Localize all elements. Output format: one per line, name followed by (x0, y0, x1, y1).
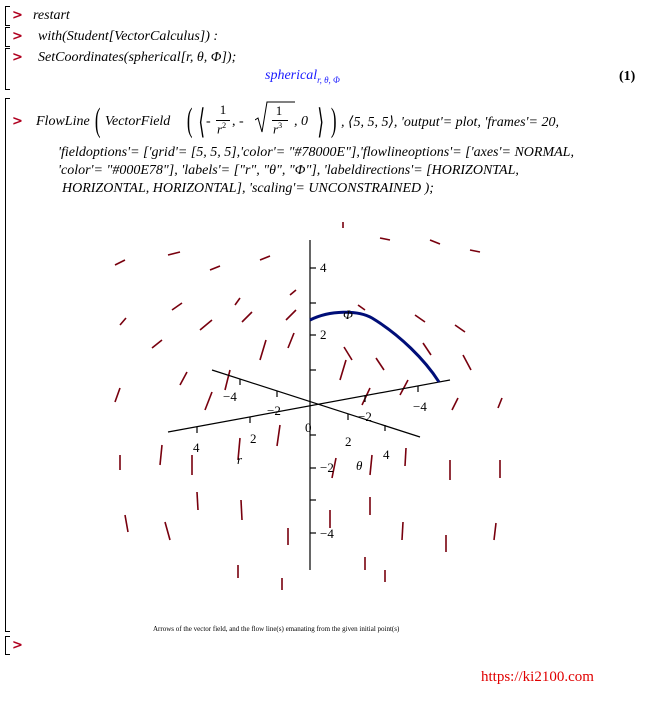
tick-label: −2 (358, 409, 372, 424)
flowline-args: , ⟨5, 5, 5⟩, 'output'= plot, 'frames'= 20, (341, 115, 559, 130)
paren-open: ( (94, 102, 101, 139)
field-arrow (344, 347, 352, 360)
frac2-num: 1 (275, 103, 283, 118)
field-arrow (370, 455, 372, 475)
frac1-den: $r^2$ (217, 121, 227, 137)
field-arrow (115, 260, 125, 265)
field-arrow (288, 333, 294, 348)
output-spherical (265, 68, 340, 85)
field-arrow (376, 358, 384, 370)
angle-close: ⟩ (317, 104, 324, 141)
field-arrow (290, 290, 296, 295)
field-arrow (405, 448, 406, 466)
field-arrow (235, 298, 240, 305)
left-axis (212, 370, 420, 437)
field-arrow (463, 355, 471, 370)
watermark-url: https://ki2100.com (481, 669, 594, 685)
command-flowline-line3[interactable]: 'color'= "#000E78"], 'labels'= ["r", "θ", "Φ"], 'labeldirections'= [HORIZONTAL, (58, 163, 519, 178)
tick-label: 2 (345, 434, 352, 449)
angle-open: ⟨ (198, 104, 205, 141)
field-arrow (430, 240, 440, 244)
tick-label: 4 (193, 440, 200, 455)
field-arrow (115, 388, 120, 402)
minus-sign: - (206, 114, 211, 129)
field-arrow (452, 398, 458, 410)
execution-group-bracket (5, 48, 10, 90)
flowline-name: FlowLine (36, 114, 90, 129)
tick-label: 2 (320, 327, 327, 342)
field-arrow (455, 325, 465, 332)
field-arrow (200, 320, 212, 330)
tick-label: −4 (223, 389, 237, 404)
command-restart[interactable]: restart (33, 8, 70, 23)
field-arrow (160, 445, 162, 465)
paren-close-inner: ) (330, 102, 337, 139)
field-arrow (402, 522, 403, 540)
field-arrow (168, 252, 180, 255)
field-arrow (197, 492, 198, 510)
field-arrow (210, 266, 220, 270)
tick-label: −2 (267, 403, 281, 418)
field-arrow (241, 500, 242, 520)
axis-label-r: r (237, 452, 243, 467)
paren-open-inner: ( (186, 102, 193, 139)
frac2-den: $r^3$ (273, 121, 283, 137)
execution-group-bracket (5, 98, 10, 632)
field-arrow (125, 515, 128, 532)
origin-label: 0 (305, 420, 312, 435)
field-arrow (242, 312, 252, 322)
equation-label: (1) (619, 69, 636, 84)
comma-zero: , 0 (294, 114, 308, 129)
field-arrow (277, 425, 280, 446)
execution-group-bracket (5, 27, 10, 47)
tick-label: −4 (320, 526, 334, 541)
prompt-icon: > (12, 8, 23, 23)
prompt-icon: > (12, 638, 23, 653)
command-with-package[interactable]: with(Student[VectorCalculus]) : (38, 29, 219, 44)
plot-axes (168, 240, 450, 570)
vectorfield-name: VectorField (105, 114, 171, 129)
command-flowline-line2[interactable]: 'fieldoptions'= ['grid'= [5, 5, 5],'color'= "#78000E"],'flowlineoptions'= ['axes'= NORMAL, (58, 145, 574, 160)
field-arrow (152, 340, 162, 348)
comma-minus: , - (232, 114, 244, 129)
output-text: spherical (265, 68, 318, 83)
field-arrow (120, 318, 126, 325)
field-arrow (494, 523, 496, 540)
prompt-icon: > (12, 50, 23, 65)
field-arrow (172, 303, 182, 310)
field-arrow (286, 310, 296, 320)
tick-label: 2 (250, 431, 257, 446)
field-arrow (225, 370, 230, 390)
field-arrow (415, 315, 425, 322)
prompt-icon: > (12, 114, 23, 129)
execution-group-bracket (5, 6, 10, 26)
tick-label: 4 (383, 447, 390, 462)
output-subscript: r, θ, Φ (317, 74, 340, 85)
field-arrow (498, 398, 502, 408)
field-arrow (340, 360, 346, 380)
plot-caption: Arrows of the vector field, and the flow line(s) emanating from the given initial point(s) (153, 625, 400, 633)
prompt-icon: > (12, 29, 23, 44)
tick-label: −4 (413, 399, 427, 414)
command-set-coordinates[interactable]: SetCoordinates(spherical[r, θ, Φ]); (38, 50, 237, 65)
field-arrow (180, 372, 187, 385)
axis-label-phi: Φ (343, 307, 353, 322)
execution-group-bracket (5, 636, 10, 655)
field-arrow (423, 343, 431, 355)
field-arrow (165, 522, 170, 540)
field-arrow (205, 392, 212, 410)
flow-line (310, 312, 439, 382)
command-flowline[interactable] (36, 100, 596, 144)
axis-label-theta: θ (356, 458, 363, 473)
frac1-num: 1 (219, 102, 227, 117)
field-arrow (358, 305, 365, 310)
tick-label: −2 (320, 460, 334, 475)
field-arrow (260, 340, 266, 360)
field-arrow (260, 256, 270, 260)
flowline-plot[interactable] (100, 210, 540, 610)
field-arrow (380, 238, 390, 240)
field-arrow (470, 250, 480, 252)
command-flowline-line4[interactable]: HORIZONTAL, HORIZONTAL], 'scaling'= UNCONSTRAINED ); (62, 181, 434, 196)
tick-label: 4 (320, 260, 327, 275)
